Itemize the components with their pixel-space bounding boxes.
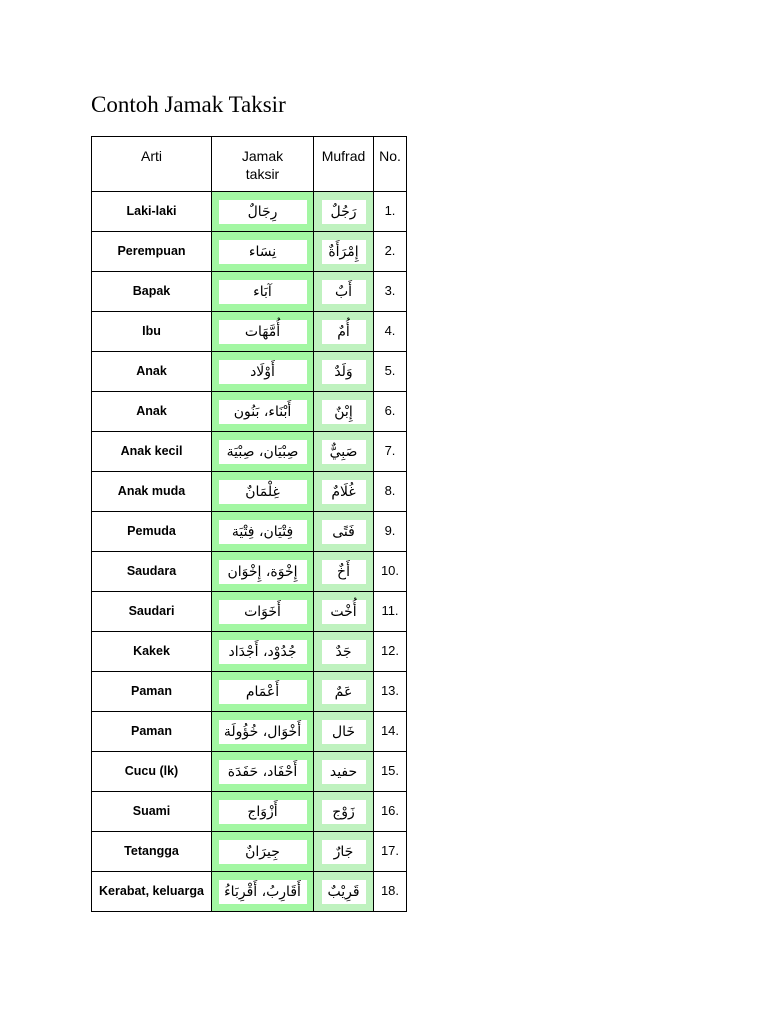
table-row [92,792,407,832]
jamak-text: أَحْفَاد، حَفَدَة [219,760,307,784]
mufrad-text: خَال [322,720,366,744]
cell-jamak [212,352,314,392]
mufrad-text: صَبِيٌّ [322,440,366,464]
table-row [92,272,407,312]
table-row [92,512,407,552]
cell-mufrad [314,792,374,832]
cell-jamak [212,232,314,272]
mufrad-text: فَتًى [322,520,366,544]
mufrad-text: غُلَامٌ [322,480,366,504]
cell-mufrad [314,472,374,512]
page-title: Contoh Jamak Taksir [91,92,286,117]
cell-jamak [212,192,314,232]
cell-arti: Tetangga [92,832,212,872]
mufrad-text: أَخٌ [322,560,366,584]
cell-arti: Anak muda [92,472,212,512]
jamak-text: غِلْمَانٌ [219,480,307,504]
cell-arti: Bapak [92,272,212,312]
cell-jamak [212,552,314,592]
cell-mufrad [314,272,374,312]
cell-no: 18. [374,872,407,912]
cell-arti: Saudari [92,592,212,632]
cell-arti: Paman [92,712,212,752]
cell-jamak [212,792,314,832]
cell-jamak [212,832,314,872]
mufrad-text: قَرِيْبٌ [322,880,366,904]
jamak-text: أَقَارِبُ، أَقْرِبَاءُ [219,880,307,904]
cell-mufrad [314,752,374,792]
cell-no: 9. [374,512,407,552]
cell-arti: Pemuda [92,512,212,552]
jamak-text: أَوْلَاد [219,360,307,384]
table-row [92,552,407,592]
jamak-text: أَعْمَام [219,680,307,704]
mufrad-text: إِمْرَأَةٌ [322,240,366,264]
cell-jamak [212,272,314,312]
cell-arti: Cucu (lk) [92,752,212,792]
cell-mufrad [314,592,374,632]
cell-no: 6. [374,392,407,432]
cell-jamak [212,432,314,472]
header-no: No. [374,137,407,192]
cell-mufrad [314,192,374,232]
cell-arti: Anak [92,392,212,432]
mufrad-text: إِبْنٌ [322,400,366,424]
table-row [92,392,407,432]
mufrad-text: جَارٌ [322,840,366,864]
cell-no: 12. [374,632,407,672]
cell-mufrad [314,312,374,352]
cell-no: 4. [374,312,407,352]
cell-arti: Perempuan [92,232,212,272]
table-row [92,312,407,352]
cell-arti: Ibu [92,312,212,352]
cell-jamak [212,752,314,792]
cell-arti: Anak [92,352,212,392]
table-row [92,232,407,272]
cell-no: 2. [374,232,407,272]
jamak-text: صِبْيَان، صِبْيَة [219,440,307,464]
cell-no: 10. [374,552,407,592]
cell-jamak [212,632,314,672]
jamak-text: أُمَّهَات [219,320,307,344]
cell-mufrad [314,352,374,392]
jamak-text: جُدُوْد، أَجْدَاد [219,640,307,664]
cell-no: 14. [374,712,407,752]
cell-no: 11. [374,592,407,632]
cell-no: 17. [374,832,407,872]
cell-arti: Saudara [92,552,212,592]
mufrad-text: أُمٌ [322,320,366,344]
cell-arti: Laki-laki [92,192,212,232]
table-row [92,672,407,712]
table-row [92,192,407,232]
cell-arti: Suami [92,792,212,832]
mufrad-text: وَلَدٌ [322,360,366,384]
cell-no: 13. [374,672,407,712]
cell-no: 15. [374,752,407,792]
cell-mufrad [314,512,374,552]
cell-mufrad [314,712,374,752]
cell-arti: Kakek [92,632,212,672]
cell-mufrad [314,632,374,672]
table-row [92,632,407,672]
cell-mufrad [314,232,374,272]
mufrad-text: رَجُلٌ [322,200,366,224]
cell-no: 3. [374,272,407,312]
cell-jamak [212,512,314,552]
table-row [92,432,407,472]
cell-jamak [212,872,314,912]
table-row [92,352,407,392]
mufrad-text: حفيد [322,760,366,784]
cell-jamak [212,472,314,512]
jamak-text: نِسَاء [219,240,307,264]
table-row [92,752,407,792]
table-row [92,592,407,632]
table-row [92,472,407,512]
jamak-text: آبَاء [219,280,307,304]
cell-mufrad [314,672,374,712]
cell-arti: Kerabat, keluarga [92,872,212,912]
cell-jamak [212,672,314,712]
cell-arti: Anak kecil [92,432,212,472]
cell-jamak [212,312,314,352]
jamak-text: أَبْنَاء، بَنُون [219,400,307,424]
table-row [92,712,407,752]
header-jamak-line2: taksir [245,166,280,182]
cell-mufrad [314,872,374,912]
cell-mufrad [314,392,374,432]
cell-no: 16. [374,792,407,832]
table-header-row [92,137,407,192]
mufrad-text: أَبٌ [322,280,366,304]
jamak-text: أَزْوَاج [219,800,307,824]
cell-jamak [212,392,314,432]
cell-no: 5. [374,352,407,392]
jamak-text: جِيرَانٌ [219,840,307,864]
cell-arti: Paman [92,672,212,712]
header-jamak-taksir [212,137,314,192]
cell-jamak [212,592,314,632]
cell-no: 8. [374,472,407,512]
jamak-text: إِخْوَة، إِخْوَان [219,560,307,584]
table-row [92,872,407,912]
jamak-taksir-table [91,136,407,912]
jamak-text: أَخَوَات [219,600,307,624]
mufrad-text: جَدٌ [322,640,366,664]
cell-mufrad [314,832,374,872]
cell-jamak [212,712,314,752]
jamak-text: فِتْيَان، فِتْيَة [219,520,307,544]
cell-mufrad [314,552,374,592]
mufrad-text: زَوْج [322,800,366,824]
header-arti: Arti [92,137,212,192]
cell-no: 1. [374,192,407,232]
mufrad-text: عَمٌ [322,680,366,704]
header-mufrad: Mufrad [314,137,374,192]
table-row [92,832,407,872]
cell-mufrad [314,432,374,472]
cell-no: 7. [374,432,407,472]
jamak-text: رِجَالٌ [219,200,307,224]
jamak-text: أَخْوَال، خُؤُولَة [219,720,307,744]
mufrad-text: أُخْت [322,600,366,624]
header-jamak-line1: Jamak [241,148,284,164]
